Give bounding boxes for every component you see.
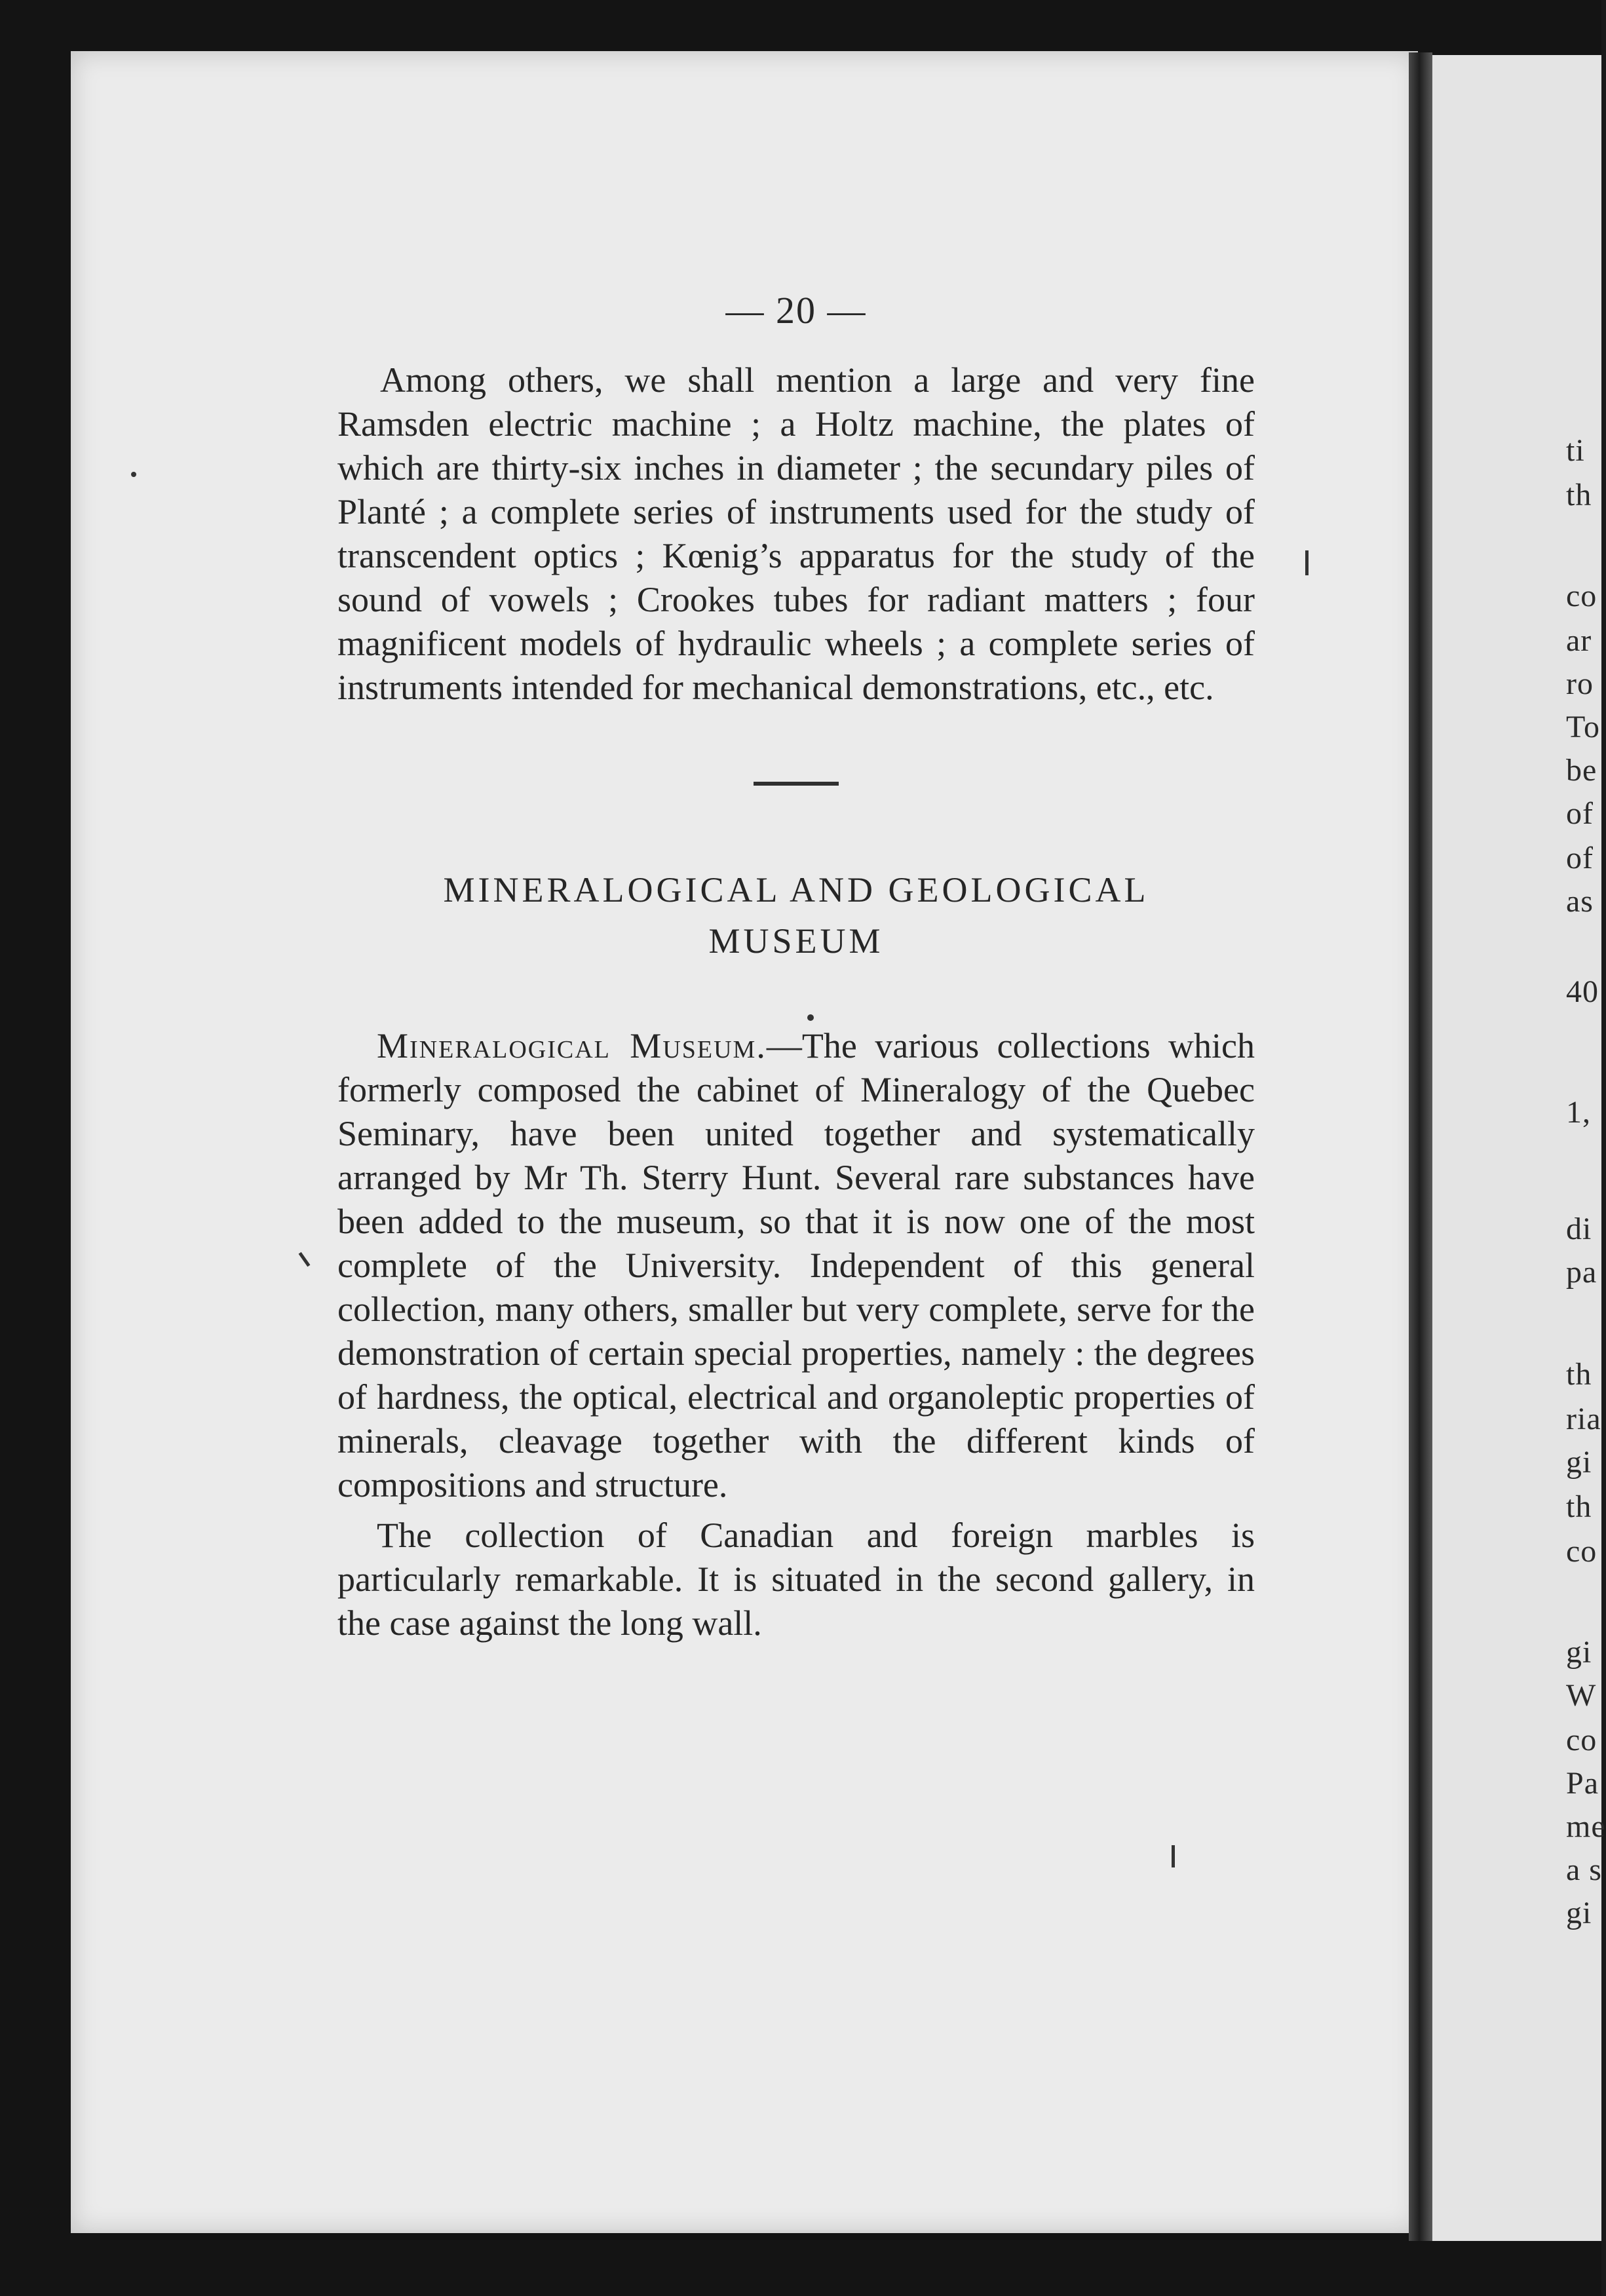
facing-page-fragment: gi: [1566, 1445, 1592, 1480]
run-in-heading: Mineralogical Museum.: [377, 1026, 767, 1065]
facing-page-fragment: as: [1566, 884, 1594, 919]
paragraph-mineralogical-museum: [337, 1024, 1255, 1507]
facing-page-fragment: be: [1566, 753, 1597, 788]
facing-page-fragment: ro: [1566, 666, 1594, 701]
section-heading: [337, 864, 1255, 966]
page-text-block: [337, 288, 1255, 1645]
facing-page-fragment: ria: [1566, 1402, 1601, 1436]
facing-page-fragment: 40: [1566, 974, 1599, 1009]
facing-page-fragment: To: [1566, 710, 1600, 744]
facing-page-fragment: of: [1566, 796, 1594, 831]
facing-page-fragment: me: [1566, 1809, 1606, 1844]
facing-page-fragment: Pa: [1566, 1766, 1599, 1801]
facing-page-fragment: co: [1566, 1723, 1597, 1757]
paragraph-marbles: The collection of Canadian and foreign marbles is particularly remarkable. It is situated in the second gallery, in the case against the long wall.: [337, 1516, 1255, 1643]
facing-page-fragment: 1,: [1566, 1095, 1591, 1130]
book-gutter: [1409, 52, 1432, 2241]
facing-page-fragment: W: [1566, 1678, 1597, 1713]
facing-page-fragment: ar: [1566, 623, 1592, 658]
paragraph-body: —The various collections which formerly composed the cabinet of Mineralogy of the Quebec Seminary, have been united together and systematically arranged by Mr Th. Sterry Hunt. Several rare substances have been added to the museum, so that it is now one of the most complete of the University. Independent of this general collection, many others, smaller but very complete, serve for the demonstration of certain special properties, namely : the degrees of hardness, the optical, electrical and organoleptic properties of minerals, cleavage together with the different kinds of compositions and structure.: [337, 1026, 1255, 1504]
facing-page-fragment: gi: [1566, 1635, 1592, 1670]
paragraph-instruments: Among others, we shall mention a large and very fine Ramsden electric machine ; a Holtz machine, the plates of which are thirty-six inches in diameter ; the secundary piles of Planté ; a complete series of instruments used for the study of transcendent optics ; Kœnig’s apparatus for the study of the sound of vowels ; Crookes tubes for radiant matters ; four magnificent models of hydraulic wheels ; a complete series of instruments intended for mechanical demonstrations, etc., etc.: [337, 360, 1255, 707]
facing-page-fragment: di: [1566, 1212, 1592, 1246]
facing-page-fragment: th: [1566, 478, 1592, 512]
facing-page-fragment: gi: [1566, 1896, 1592, 1930]
section-heading-line: MINERALOGICAL AND GEOLOGICAL: [443, 870, 1149, 909]
dust-speck: [131, 472, 136, 477]
page-number: — 20 —: [725, 289, 867, 332]
facing-page-fragment: of: [1566, 841, 1594, 875]
dust-speck: [1305, 550, 1309, 575]
facing-page-fragment: ti: [1566, 433, 1585, 468]
facing-page-fragment: pa: [1566, 1255, 1597, 1290]
facing-page-fragment: co: [1566, 579, 1597, 613]
facing-page-fragment: th: [1566, 1489, 1592, 1524]
dust-speck: [1172, 1845, 1175, 1867]
section-divider: [754, 782, 839, 786]
facing-page-fragment: th: [1566, 1357, 1592, 1392]
facing-page-fragment: a s: [1566, 1852, 1602, 1887]
section-heading-line: MUSEUM: [708, 921, 884, 961]
facing-page-fragment: co: [1566, 1534, 1597, 1569]
